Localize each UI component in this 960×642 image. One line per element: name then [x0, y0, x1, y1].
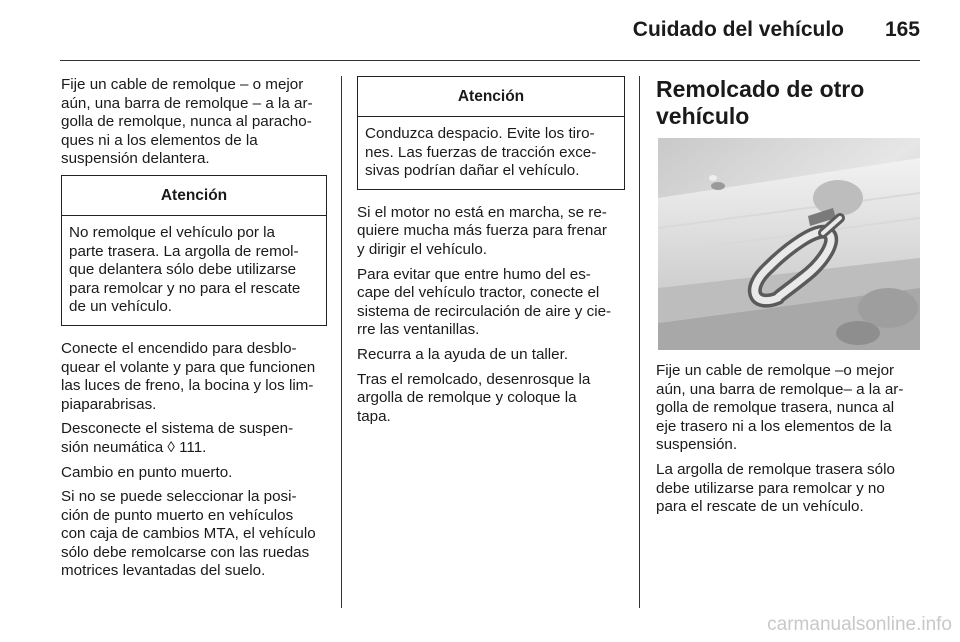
page-header — [0, 18, 920, 48]
text-line: y dirigir el vehículo. — [357, 240, 487, 258]
text-line: suspensión. — [656, 436, 738, 454]
text-line: Para evitar que entre humo del es- — [357, 265, 591, 283]
text-line: sistema de recirculación de aire y cie- — [357, 302, 612, 320]
text-line: nes. Las fuerzas de tracción exce- — [365, 143, 597, 161]
text-line: para el rescate de un vehículo. — [656, 498, 864, 516]
text-line: No remolque el vehículo por la — [69, 223, 275, 241]
column-1 — [61, 76, 327, 587]
column-divider-2 — [639, 76, 640, 608]
text-line: rre las ventanillas. — [357, 321, 480, 339]
text-line: golla de remolque trasera, nunca al — [656, 399, 895, 417]
text-line: quear el volante y para que funcionen — [61, 358, 316, 376]
column-2 — [357, 76, 625, 432]
column-divider-1 — [341, 76, 342, 608]
text-line: Recurra a la ayuda de un taller. — [357, 345, 569, 363]
warning-text — [62, 216, 326, 325]
text-line: Fije un cable de remolque – o mejor — [61, 76, 304, 93]
chapter-title: Cuidado del vehículo — [632, 18, 844, 41]
tow-eye-photo — [658, 138, 920, 350]
text-line: Desconecte el sistema de suspen- — [61, 420, 294, 438]
warning-box — [61, 175, 327, 326]
column-3 — [656, 76, 920, 523]
text-line: Fije un cable de remolque –o mejor — [656, 362, 895, 379]
text-line: piaparabrisas. — [61, 395, 157, 413]
text-line: quiere mucha más fuerza para frenar — [357, 222, 607, 240]
section-heading — [656, 76, 920, 130]
text-line: Conecte el encendido para desblo- — [61, 339, 297, 357]
paragraph — [357, 346, 625, 365]
text-line: tapa. — [357, 407, 391, 425]
paragraph — [357, 204, 625, 260]
heading-line: vehículo — [656, 103, 750, 129]
text-line: sivas podrían dañar el vehículo. — [365, 162, 580, 180]
text-line: con caja de cambios MTA, el vehículo — [61, 525, 316, 543]
tow-eye-illustration — [658, 138, 920, 350]
text-line: debe utilizarse para remolcar y no — [656, 479, 885, 497]
text-line: La argolla de remolque trasera sólo — [656, 460, 895, 478]
text-line: Tras el remolcado, desenrosque la — [357, 370, 591, 388]
text-line: suspensión delantera. — [61, 150, 210, 168]
paragraph — [61, 464, 327, 483]
heading-line: Remolcado de otro — [656, 76, 865, 102]
text-line: sión neumática ◊ 111. — [61, 438, 207, 456]
paragraph — [656, 362, 920, 455]
text-line: Si no se puede seleccionar la posi- — [61, 488, 297, 506]
paragraph — [61, 76, 327, 169]
text-line: aún, una barra de remolque– a la ar- — [656, 380, 904, 398]
text-line: argolla de remolque y coloque la — [357, 389, 577, 407]
text-line: ción de punto muerto en vehículos — [61, 506, 294, 524]
watermark: carmanualsonline.info — [767, 614, 952, 635]
text-line: para remolcar y no para el rescate — [69, 279, 301, 297]
warning-title: Atención — [358, 77, 624, 117]
header-divider — [60, 60, 920, 61]
text-line: Conduzca despacio. Evite los tiro- — [365, 125, 595, 142]
warning-text — [358, 117, 624, 189]
text-line: Cambio en punto muerto. — [61, 463, 233, 481]
text-line: cape del vehículo tractor, conecte el — [357, 284, 600, 302]
text-line: que delantera sólo debe utilizarse — [69, 261, 297, 279]
paragraph — [61, 340, 327, 414]
text-line: Si el motor no está en marcha, se re- — [357, 203, 607, 221]
paragraph — [656, 461, 920, 517]
text-line: ques ni a los elementos de la — [61, 131, 258, 149]
text-line: sólo debe remolcarse con las ruedas — [61, 543, 310, 561]
warning-box — [357, 76, 625, 190]
text-line: parte trasera. La argolla de remol- — [69, 242, 299, 260]
text-line: aún, una barra de remolque – a la ar- — [61, 94, 313, 112]
paragraph — [357, 371, 625, 427]
paragraph — [61, 420, 327, 457]
paragraph — [357, 266, 625, 340]
text-line: de un vehículo. — [69, 298, 173, 316]
text-line: eje trasero ni a los elementos de la — [656, 417, 892, 435]
warning-title: Atención — [62, 176, 326, 216]
text-line: las luces de freno, la bocina y los lim- — [61, 377, 314, 395]
text-line: motrices levantadas del suelo. — [61, 562, 266, 580]
paragraph — [61, 488, 327, 581]
text-line: golla de remolque, nunca al paracho- — [61, 113, 312, 131]
page-number: 165 — [884, 18, 920, 41]
